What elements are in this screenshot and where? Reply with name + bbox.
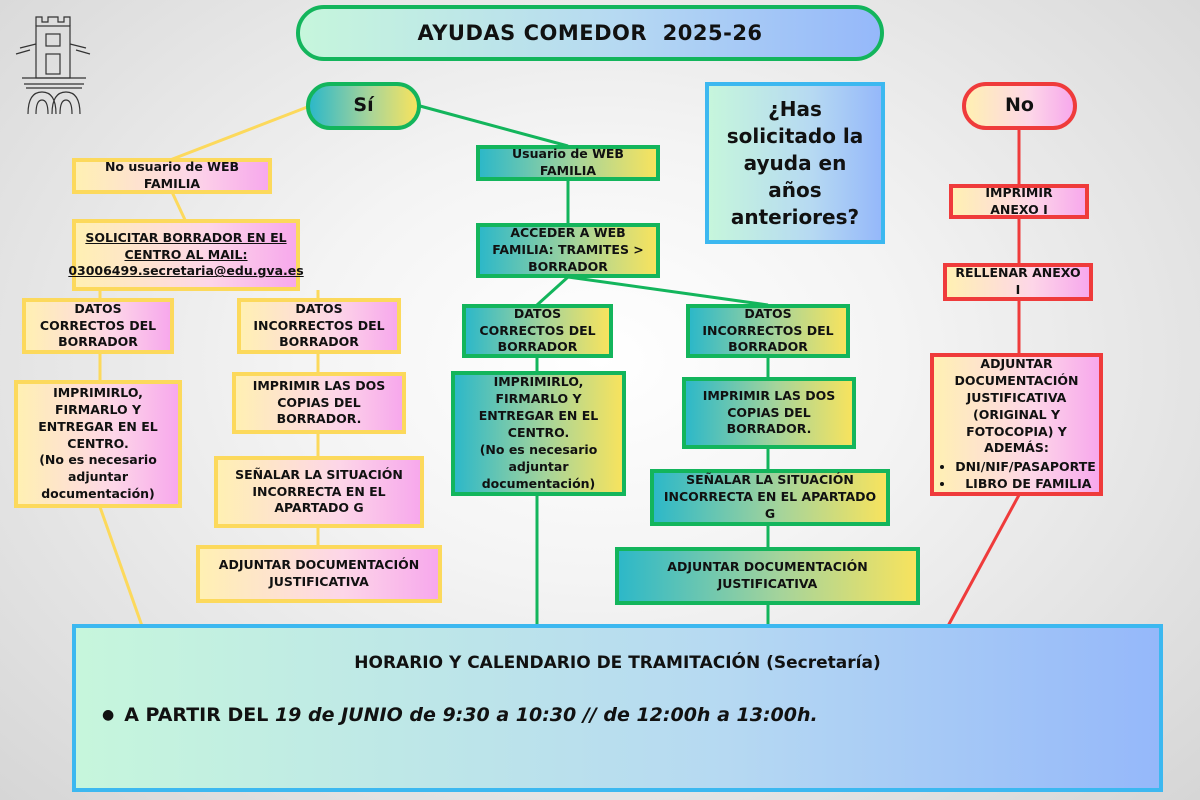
left-email: 03006499.secretaria@edu.gva.es: [68, 263, 304, 279]
middle-access: ACCEDER A WEB FAMILIA: TRAMITES > BORRADOR: [476, 223, 660, 278]
bullet-libro: • LIBRO DE FAMILIA: [955, 476, 1096, 493]
middle-header: Usuario de WEB FAMILIA: [476, 145, 660, 181]
right-step2: RELLENAR ANEXO I: [943, 263, 1093, 301]
middle-correct-step: IMPRIMIRLO, FIRMARLO Y ENTREGAR EN EL CENTRO. (No es necesario adjuntar documentación): [451, 371, 626, 496]
no-pill: [962, 82, 1077, 130]
bullet-dni: • DNI/NIF/PASAPORTE: [955, 459, 1096, 476]
right-step3: ADJUNTAR DOCUMENTACIÓN JUSTIFICATIVA (ORIGINAL Y FOTOCOPIA) Y ADEMÁS: • DNI/NIF/PASAPORTE • LIBRO DE FAMILIA: [930, 353, 1103, 496]
yes-pill: [306, 82, 421, 130]
left-incorrect-step3: ADJUNTAR DOCUMENTACIÓN JUSTIFICATIVA: [196, 545, 442, 603]
schedule-detail: 19 de JUNIO de 9:30 a 10:30 // de 12:00h a 13:00h.: [274, 703, 818, 726]
left-incorrect: DATOS INCORRECTOS DEL BORRADOR: [237, 298, 401, 354]
middle-incorrect: DATOS INCORRECTOS DEL BORRADOR: [686, 304, 850, 358]
left-request-text: SOLICITAR BORRADOR EN EL CENTRO AL MAIL:: [85, 229, 287, 262]
no-label: No: [1005, 94, 1034, 117]
yes-label: Sí: [353, 94, 374, 117]
schedule-item: [96, 703, 1139, 729]
school-logo: [12, 12, 94, 127]
right-step1: IMPRIMIR ANEXO I: [949, 184, 1089, 219]
left-correct: DATOS CORRECTOS DEL BORRADOR: [22, 298, 174, 354]
middle-incorrect-step1: IMPRIMIR LAS DOS COPIAS DEL BORRADOR.: [682, 377, 856, 449]
schedule-prefix: A PARTIR DEL: [124, 703, 275, 726]
left-header: No usuario de WEB FAMILIA: [72, 158, 272, 194]
left-incorrect-step1: IMPRIMIR LAS DOS COPIAS DEL BORRADOR.: [232, 372, 406, 434]
schedule-title: HORARIO Y CALENDARIO DE TRAMITACIÓN (Secretaría): [354, 653, 881, 673]
question-box: [705, 82, 885, 244]
middle-incorrect-step2: SEÑALAR LA SITUACIÓN INCORRECTA EN EL APARTADO G: [650, 469, 890, 526]
middle-correct: DATOS CORRECTOS DEL BORRADOR: [462, 304, 613, 358]
left-incorrect-step2: SEÑALAR LA SITUACIÓN INCORRECTA EN EL APARTADO G: [214, 456, 424, 528]
question-text: ¿Has solicitado la ayuda en años anteriores?: [726, 96, 864, 229]
right-bullet-list: [937, 459, 1096, 493]
left-request-box: [68, 219, 304, 291]
middle-incorrect-step3: ADJUNTAR DOCUMENTACIÓN JUSTIFICATIVA: [615, 547, 920, 605]
left-correct-step: IMPRIMIRLO, FIRMARLO Y ENTREGAR EN EL CENTRO. (No es necesario adjuntar documentación): [14, 380, 182, 508]
page-title: [296, 5, 884, 61]
title-text: AYUDAS COMEDOR 2025-26: [417, 20, 763, 45]
schedule-box: [72, 624, 1163, 792]
schedule-bullet: ●: [102, 706, 115, 723]
